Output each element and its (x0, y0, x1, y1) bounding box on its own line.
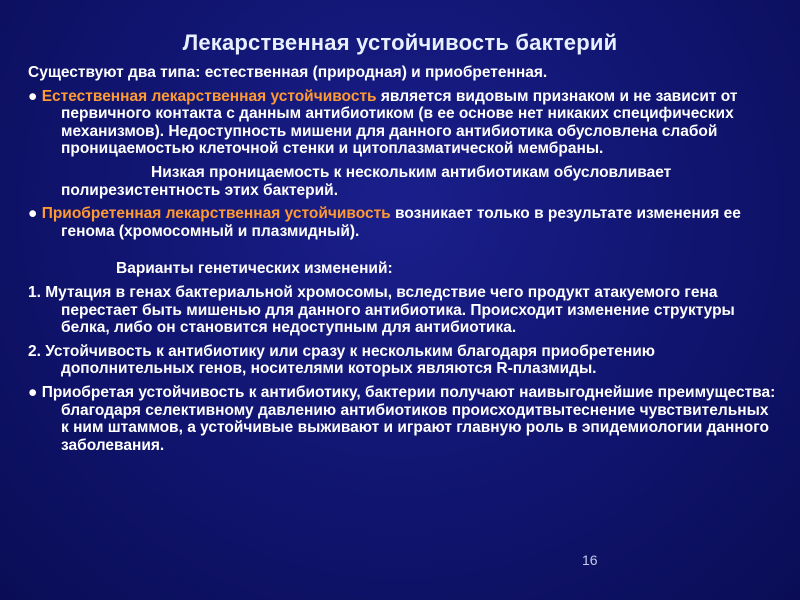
natural-resistance-paragraph (28, 88, 780, 158)
variant-item-2 (28, 343, 780, 378)
bullet-icon: ● (28, 87, 38, 105)
variant-item-text: Устойчивость к антибиотику или сразу к нескольким благодаря приобретению дополнительных генов, носителями которых являются R-плазмиды. (45, 342, 655, 378)
acquired-resistance-text: возникает только в результате изменения ее генома (хромосомный и плазмидный). (61, 205, 741, 240)
variant-item-text: Мутация в генах бактериальной хромосомы, вследствие чего продукт атакуемого гена перестает быть мишенью для данного антибиотика. Происходит изменение структуры белка, либо он становится недоступным для антибиотика. (45, 283, 735, 337)
variant-item-1 (28, 284, 780, 337)
list-number: 2. (28, 342, 41, 360)
advantage-text: Приобретая устойчивость к антибиотику, бактерии получают наивыгоднейшие преимущества: благодаря селективному давлению антибиотиков происходитвытеснение чувствительных к ним штаммов, а устойчивые выживают и играют главную роль в эпидемиологии данного заболевания. (41, 383, 776, 454)
advantage-paragraph (28, 384, 780, 454)
natural-resistance-continuation: Низкая проницаемость к нескольким антибиотикам обусловливает полирезистентность этих бактерий. (61, 163, 672, 199)
bullet-icon: ● (28, 383, 38, 401)
intro-text: Существуют два типа: естественная (природная) и приобретенная. (28, 64, 548, 81)
natural-resistance-text: является видовым признаком и не зависит от первичного контакта с данным антибиотиком (в ее основе нет никаких специфических механизмов). Недоступность мишени для данного антибиотика обусловлена слабой проницаемостью клеточной стенки и цитоплазматической мембраны. (61, 87, 738, 158)
acquired-resistance-term: Приобретенная лекарственная устойчивость (41, 205, 391, 223)
list-number: 1. (28, 283, 41, 301)
acquired-resistance-paragraph (28, 205, 780, 240)
slide-body (28, 64, 780, 460)
variants-heading: Варианты генетических изменений: (116, 260, 393, 278)
natural-resistance-term: Естественная лекарственная устойчивость (41, 87, 377, 105)
page-number: 16 (582, 552, 598, 568)
bullet-icon: ● (28, 205, 38, 223)
slide-title: Лекарственная устойчивость бактерий (182, 30, 618, 55)
